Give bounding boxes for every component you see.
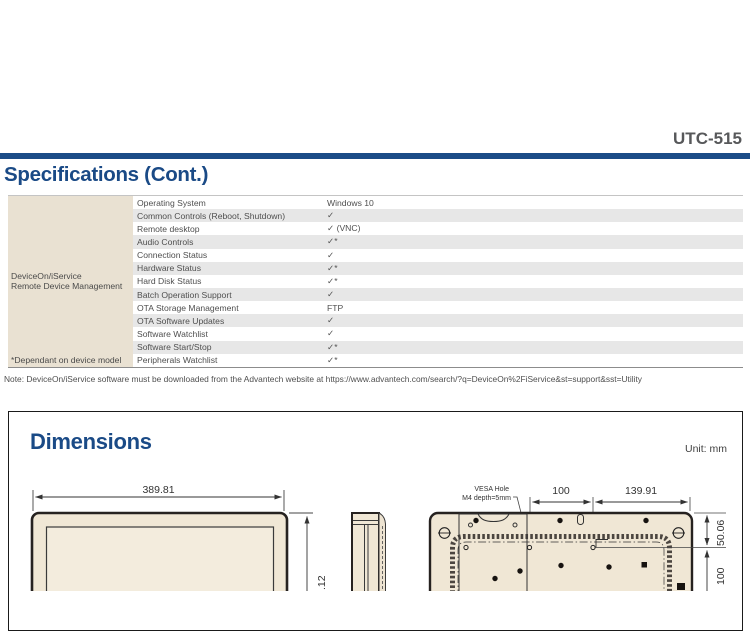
spec-row-label: Peripherals Watchlist	[137, 355, 218, 366]
spec-row-value: ✓*	[327, 275, 338, 286]
spec-row-label: Hardware Status	[137, 263, 202, 274]
header-rule	[0, 153, 750, 159]
spec-row-value: ✓	[327, 328, 335, 339]
spec-row	[133, 222, 743, 235]
spec-row-value: ✓*	[327, 236, 338, 247]
spec-group-cell	[8, 196, 133, 367]
spec-table	[8, 195, 743, 368]
spec-row	[133, 327, 743, 340]
spec-row	[133, 301, 743, 314]
spec-row-label: Common Controls (Reboot, Shutdown)	[137, 210, 286, 221]
vesa-hole-label-line2: M4 depth=5mm	[462, 495, 511, 502]
section-title-dimensions: Dimensions	[30, 429, 152, 454]
section-title-specifications: Specifications (Cont.)	[4, 163, 209, 186]
spec-group-footnote: *Dependant on device model	[11, 354, 122, 365]
spec-row-label: Connection Status	[137, 250, 208, 261]
spec-group-label-line1: DeviceOn/iService	[11, 270, 82, 281]
note-text: Note: DeviceOn/iService software must be downloaded from the Advantech website at https://www.advantech.com/search/?q=DeviceOn%2FiService&st=support&sst=Utility	[4, 374, 642, 384]
spec-row	[133, 249, 743, 262]
spec-row-label: Operating System	[137, 197, 206, 208]
spec-row	[133, 262, 743, 275]
unit-label: Unit: mm	[685, 443, 727, 455]
spec-row-label: Audio Controls	[137, 236, 194, 247]
front-view-drawing	[32, 484, 328, 591]
spec-row-value: ✓*	[327, 341, 338, 352]
spec-row	[133, 275, 743, 288]
spec-group-label-line2: Remote Device Management	[11, 281, 123, 292]
spec-row	[133, 209, 743, 222]
spec-row-value: ✓*	[327, 354, 338, 365]
spec-row-label: Remote desktop	[137, 223, 200, 234]
spec-row-label: Batch Operation Support	[137, 289, 232, 300]
spec-row-value: ✓	[327, 315, 335, 326]
spec-rows	[133, 196, 743, 367]
spec-row-label: OTA Storage Management	[137, 302, 239, 313]
front-width-dim-label: 389.81	[142, 484, 175, 496]
spec-row	[133, 341, 743, 354]
spec-row	[133, 314, 743, 327]
spec-row-value: FTP	[327, 302, 344, 313]
spec-row-label: Software Watchlist	[137, 328, 208, 339]
spec-row-value: ✓	[327, 249, 335, 260]
rear-dim-100-label: 100	[552, 485, 570, 497]
spec-row-label: Hard Disk Status	[137, 276, 202, 287]
rear-panel-outline	[430, 513, 692, 591]
spec-group-label	[8, 271, 122, 292]
spec-row-label: OTA Software Updates	[137, 315, 225, 326]
dimension-drawings	[0, 470, 750, 591]
vesa-hole-label-line1: VESA Hole	[474, 486, 509, 493]
product-title: UTC-515	[673, 129, 742, 148]
spec-row-value: ✓	[327, 289, 335, 300]
spec-row-label: Software Start/Stop	[137, 342, 212, 353]
front-height-dim-label: .12	[316, 575, 328, 590]
spec-row-value: ✓ (VNC)	[327, 223, 361, 234]
rear-view-drawing	[430, 485, 727, 591]
spec-row-value: Windows 10	[327, 197, 374, 208]
rear-dim-50-label: 50.06	[715, 519, 727, 546]
spec-row	[133, 354, 743, 367]
spec-row	[133, 235, 743, 248]
rear-dim-v100-label: 100	[715, 567, 727, 585]
spec-row	[133, 196, 743, 209]
side-view-drawing	[352, 513, 386, 591]
spec-row-value: ✓	[327, 210, 335, 221]
spec-row	[133, 288, 743, 301]
spec-row-value: ✓*	[327, 262, 338, 273]
front-screen-outline	[47, 527, 274, 591]
rear-dim-139-label: 139.91	[624, 485, 658, 497]
